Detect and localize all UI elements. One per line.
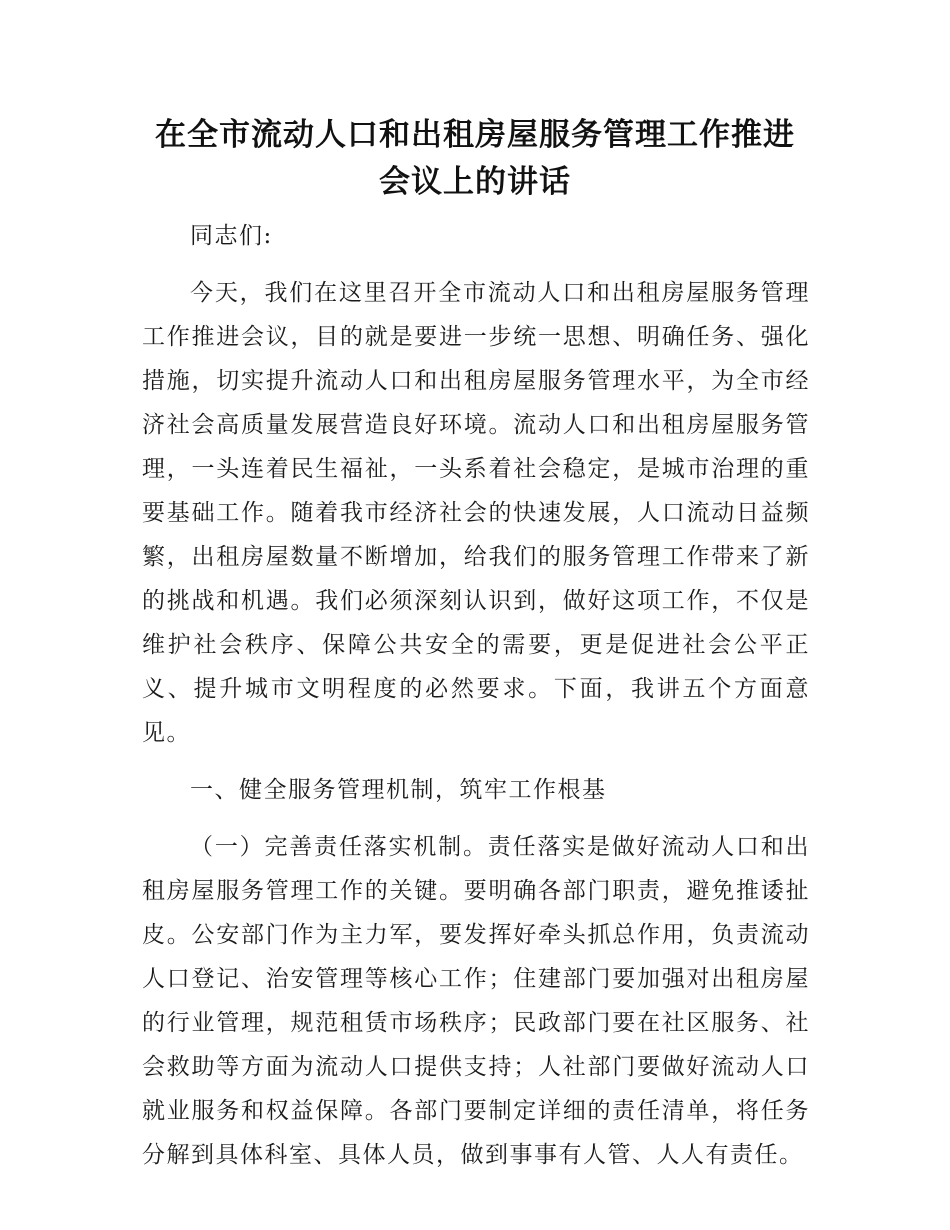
document-title — [140, 112, 810, 206]
document-body — [142, 214, 810, 1177]
paragraph-section-1-1: （一）完善责任落实机制。责任落实是做好流动人口和出租房屋服务管理工作的关键。要明确各部门职责，避免推诿扯皮。公安部门作为主力军，要发挥好牵头抓总作用，负责流动人口登记、治安管理等核心工作；住建部门要加强对出租房屋的行业管理，规范租赁市场秩序；民政部门要在社区服务、社会救助等方面为流动人口提供支持；人社部门要做好流动人口就业服务和权益保障。各部门要制定详细的责任清单，将任务分解到具体科室、具体人员，做到事事有人管、人人有责任。 — [142, 834, 810, 1168]
title-line-1: 在全市流动人口和出租房屋服务管理工作推进 — [155, 117, 795, 153]
salutation: 同志们: — [190, 223, 273, 249]
section-heading-1: 一、健全服务管理机制，筑牢工作根基 — [190, 777, 607, 803]
title-line-2: 会议上的讲话 — [379, 164, 571, 200]
paragraph-intro: 今天，我们在这里召开全市流动人口和出租房屋服务管理工作推进会议，目的就是要进一步统一思想、明确任务、强化措施，切实提升流动人口和出租房屋服务管理水平，为全市经济社会高质量发展营造良好环境。流动人口和出租房屋服务管理，一头连着民生福祉，一头系着社会稳定，是城市治理的重要基础工作。随着我市经济社会的快速发展，人口流动日益频繁，出租房屋数量不断增加，给我们的服务管理工作带来了新的挑战和机遇。我们必须深刻认识到，做好这项工作，不仅是维护社会秩序、保障公共安全的需要，更是促进社会公平正义、提升城市文明程度的必然要求。下面，我讲五个方面意见。 — [142, 280, 810, 746]
